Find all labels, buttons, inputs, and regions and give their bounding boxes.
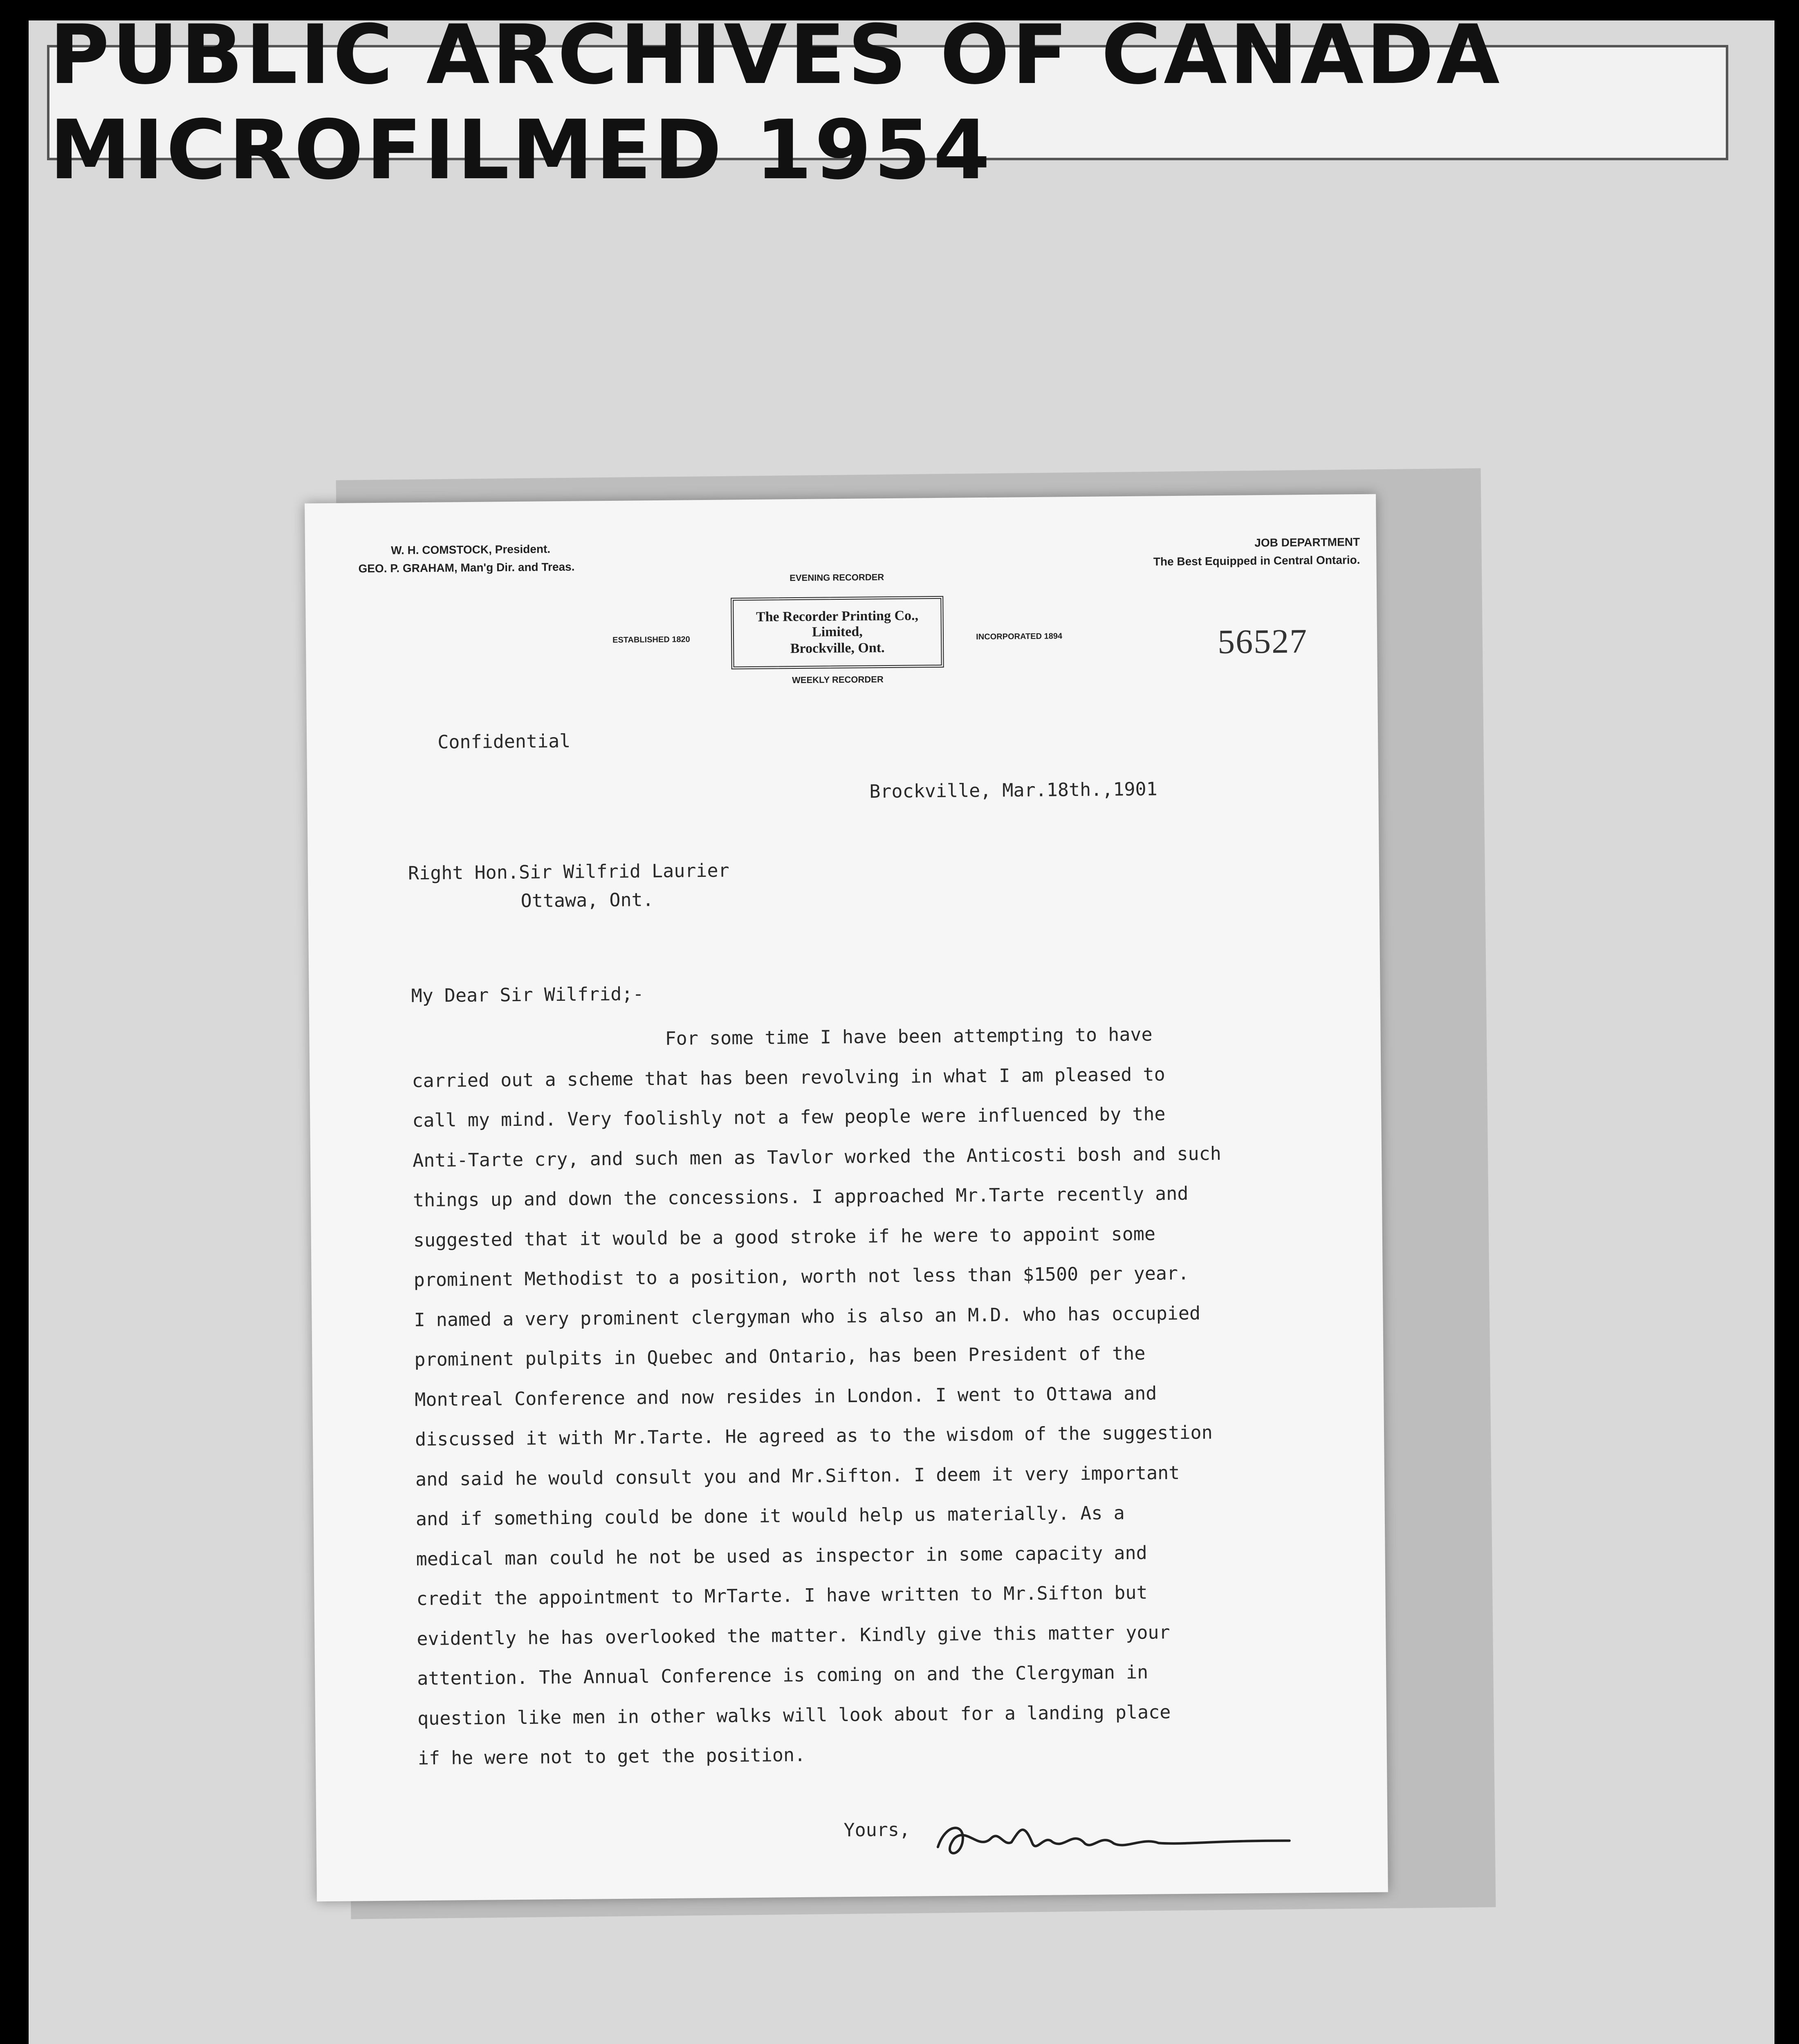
- body-line: credit the appointment to MrTarte. I have written to Mr.Sifton but: [416, 1581, 1148, 1610]
- body-line: if he were not to get the position.: [417, 1744, 806, 1769]
- body-line: prominent pulpits in Quebec and Ontario, has been President of the: [414, 1342, 1146, 1371]
- salutation: My Dear Sir Wilfrid;-: [411, 983, 644, 1007]
- recipient-line-2: Ottawa, Ont.: [520, 889, 654, 912]
- body-line: prominent Methodist to a position, worth not less than $1500 per year.: [413, 1262, 1189, 1291]
- letterhead-manager: GEO. P. GRAHAM, Man'g Dir. and Treas.: [358, 560, 575, 575]
- letterhead-evening: EVENING RECORDER: [790, 572, 884, 583]
- document-number: 56527: [1217, 622, 1308, 661]
- body-line: carried out a scheme that has been revolving in what I am pleased to: [412, 1063, 1165, 1091]
- archive-banner-top: [47, 7, 1728, 198]
- body-line: evidently he has overlooked the matter. Kindly give this matter your: [417, 1621, 1170, 1650]
- body-line: For some time I have been attempting to have: [665, 1023, 1153, 1049]
- place-date: Brockville, Mar.18th.,1901: [869, 778, 1157, 802]
- recipient-line-1: Right Hon.Sir Wilfrid Laurier: [408, 859, 729, 884]
- letterhead-weekly: WEEKLY RECORDER: [792, 674, 884, 686]
- body-line: suggested that it would be a good stroke if he were to appoint some: [413, 1222, 1156, 1251]
- company-name-box: [731, 596, 944, 670]
- company-name: The Recorder Printing Co., Limited,: [756, 608, 919, 640]
- letterhead-president: W. H. COMSTOCK, President.: [391, 542, 551, 557]
- body-line: question like men in other walks will look about for a landing place: [417, 1701, 1171, 1729]
- letterhead-department: [1153, 533, 1360, 571]
- company-city: Brockville, Ont.: [790, 640, 885, 657]
- body-line: and if something could be done it would help us materially. As a: [415, 1502, 1125, 1530]
- letterhead-officers: [358, 540, 575, 578]
- body-line: attention. The Annual Conference is coming on and the Clergyman in: [417, 1661, 1148, 1690]
- letterhead-department-tagline: The Best Equipped in Central Ontario.: [1153, 553, 1360, 568]
- letter-page: [305, 494, 1388, 1902]
- letterhead-established: ESTABLISHED 1820: [612, 635, 690, 645]
- body-line: call my mind. Very foolishly not a few people were influenced by the: [412, 1103, 1166, 1132]
- archive-title: PUBLIC ARCHIVES OF CANADA MICROFILMED 1954: [49, 7, 1502, 198]
- body-line: discussed it with Mr.Tarte. He agreed as to the wisdom of the suggestion: [415, 1421, 1213, 1450]
- body-line: I named a very prominent clergyman who is also an M.D. who has occupied: [414, 1302, 1201, 1331]
- body-line: things up and down the concessions. I approached Mr.Tarte recently and: [413, 1182, 1189, 1211]
- letterhead-logo: [612, 570, 1063, 697]
- body-line: and said he would consult you and Mr.Sifton. I deem it very important: [415, 1461, 1180, 1490]
- signature-image: [929, 1803, 1298, 1871]
- body-line: Anti-Tarte cry, and such men as Tavlor worked the Anticosti bosh and such: [412, 1142, 1222, 1171]
- letterhead-department-title: JOB DEPARTMENT: [1254, 535, 1360, 549]
- classification: Confidential: [437, 730, 571, 753]
- letterhead-incorporated: INCORPORATED 1894: [976, 632, 1063, 642]
- body-line: Montreal Conference and now resides in London. I went to Ottawa and: [415, 1382, 1157, 1410]
- body-line: medical man could he not be used as inspector in some capacity and: [416, 1542, 1147, 1570]
- closing: Yours,: [843, 1818, 911, 1841]
